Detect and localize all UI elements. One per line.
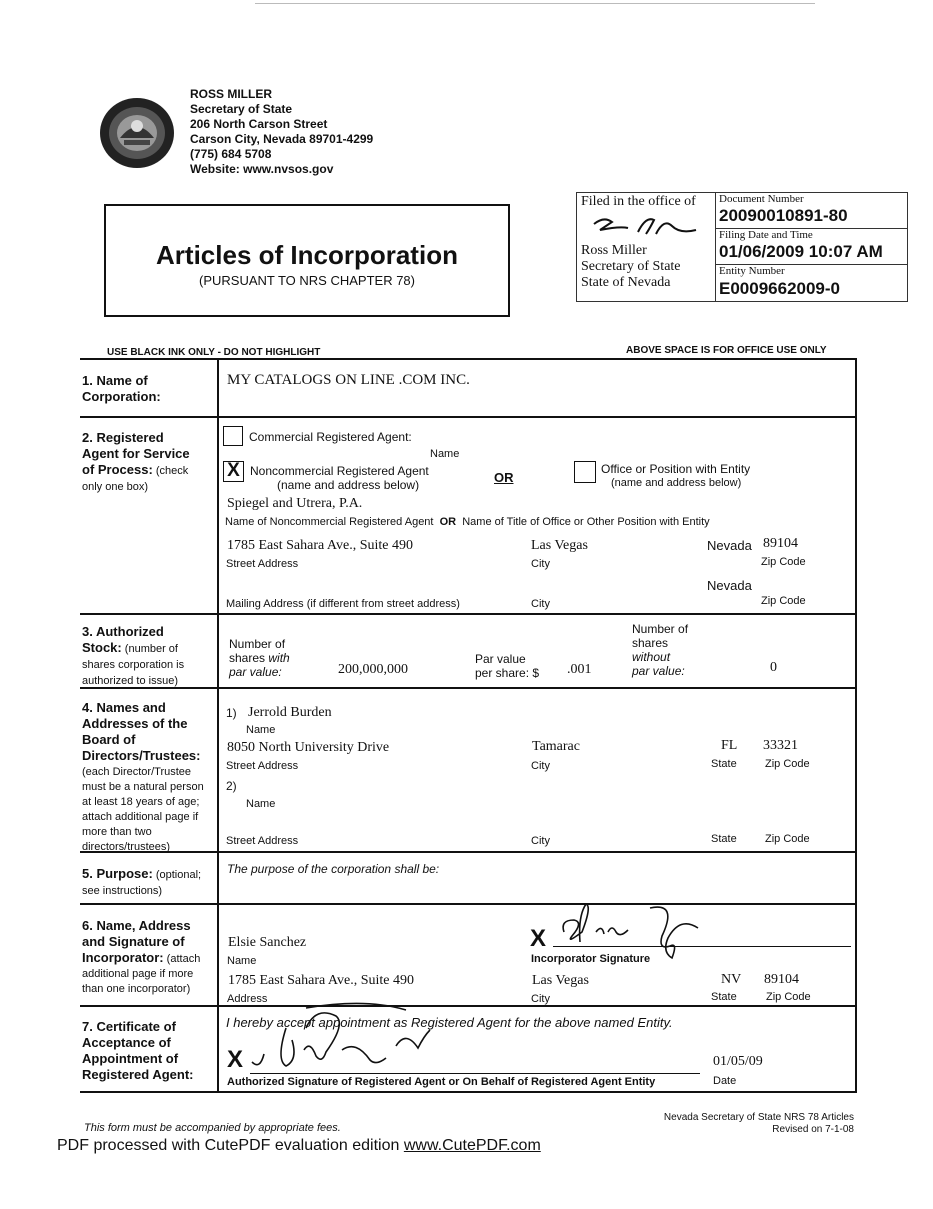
noncommercial-agent-checkbox[interactable] [223, 461, 244, 482]
director-2-number: 2) [226, 779, 237, 793]
purpose-field[interactable]: The purpose of the corporation shall be: [227, 862, 440, 876]
section-7-label: 7. Certificate of Acceptance of Appointment of Registered Agent: [82, 1019, 194, 1082]
form-column-divider [217, 358, 219, 1093]
office-position-label: Office or Position with Entity [601, 462, 751, 476]
filing-officer-title: Secretary of State [581, 259, 681, 274]
shares-without-par-field[interactable]: 0 [770, 660, 777, 675]
agent-state-field[interactable]: Nevada [707, 538, 752, 553]
filing-officer-state: State of Nevada [581, 275, 671, 290]
director-2-city-caption: City [531, 835, 550, 847]
director-1-city-caption: City [531, 760, 550, 772]
director-2-street-caption: Street Address [226, 835, 299, 847]
director-2-state-caption: State [711, 833, 737, 845]
entity-number: E0009662009-0 [719, 279, 841, 298]
entity-number-label: Entity Number [719, 265, 785, 277]
revision-note: Nevada Secretary of State NRS 78 Articles Revised on 7-1-08 [663, 1112, 854, 1135]
mailing-city-caption: City [531, 598, 550, 610]
director-1-zip-caption: Zip Code [765, 758, 810, 770]
section-divider [80, 1005, 857, 1007]
secretary-address-block [190, 87, 373, 177]
form-border-top [80, 358, 857, 360]
incorporator-city-field[interactable]: Las Vegas [532, 973, 589, 988]
office-position-sub: (name and address below) [611, 477, 742, 489]
agent-name-field[interactable]: Spiegel and Utrera, P.A. [227, 496, 363, 511]
commercial-agent-label: Commercial Registered Agent: [249, 430, 412, 444]
director-1-number: 1) [226, 706, 237, 720]
filing-divider [715, 192, 716, 302]
title-box [104, 204, 510, 317]
document-number: 20090010891-80 [719, 206, 848, 225]
section-divider [80, 903, 857, 905]
city-caption: City [531, 558, 550, 570]
form-border-right [855, 358, 857, 1093]
agent-x-mark: X [227, 1046, 244, 1073]
form-border-bottom [80, 1091, 857, 1093]
corporation-name-field[interactable]: MY CATALOGS ON LINE .COM INC. [227, 372, 470, 388]
secretary-city: Carson City, Nevada 89701-4299 [190, 132, 374, 146]
incorporator-signature-caption: Incorporator Signature [531, 953, 651, 965]
agent-signature-caption: Authorized Signature of Registered Agent or On Behalf of Registered Agent Entity [227, 1076, 656, 1088]
director-1-street-caption: Street Address [226, 760, 299, 772]
noncommercial-agent-sub: (name and address below) [277, 478, 420, 492]
section-2-label: 2. Registered Agent for Service of Process: (check only one box) [82, 430, 190, 493]
director-1-city-field[interactable]: Tamarac [532, 739, 580, 754]
check-x-icon: X [227, 460, 240, 481]
secretary-street: 206 North Carson Street [190, 117, 328, 131]
par-value-label: Par value per share: $ [475, 652, 540, 680]
director-1-street-field[interactable]: 8050 North University Drive [227, 740, 390, 755]
incorporator-state-field[interactable]: NV [721, 972, 742, 987]
filed-in-label: Filed in the office of [581, 194, 696, 209]
secretary-title: Secretary of State [190, 102, 293, 116]
section-divider [80, 416, 857, 418]
commercial-agent-checkbox[interactable] [223, 426, 243, 446]
section-1-label: 1. Name of Corporation: [82, 373, 161, 404]
form-title: Articles of Incorporation [156, 240, 458, 270]
section-3-label: 3. Authorized Stock: (number of shares corporation is authorized to issue) [82, 624, 185, 687]
street-caption: Street Address [226, 558, 299, 570]
secretary-name: ROSS MILLER [190, 87, 273, 101]
director-1-name-caption: Name [246, 724, 276, 736]
incorporator-name-caption: Name [227, 955, 257, 967]
shares-with-par-field[interactable]: 200,000,000 [338, 662, 408, 677]
incorporator-address-caption: Address [227, 993, 268, 1005]
nevada-seal-icon [98, 96, 176, 170]
office-position-checkbox[interactable] [574, 461, 596, 483]
office-use-note: ABOVE SPACE IS FOR OFFICE USE ONLY [626, 345, 827, 356]
scan-edge-line [255, 3, 815, 4]
section-5-label: 5. Purpose: (optional; see instructions) [82, 866, 202, 897]
fees-note: This form must be accompanied by appropriate fees. [84, 1122, 341, 1134]
ink-note: USE BLACK INK ONLY - DO NOT HIGHLIGHT [107, 347, 321, 358]
incorporator-zip-caption: Zip Code [766, 991, 811, 1003]
director-2-zip-caption: Zip Code [765, 833, 810, 845]
incorporator-city-caption: City [531, 993, 550, 1005]
section-4-label: 4. Names and Addresses of the Board of Directors/Trustees: (each Director/Trustee must be a natural person at least 18 years of age; attach additional page if more than two directors/trustees) [82, 700, 204, 853]
director-1-zip-field[interactable]: 33321 [763, 738, 798, 753]
zip-caption: Zip Code [761, 556, 806, 568]
filing-officer: Ross Miller [581, 243, 647, 258]
acceptance-date-caption: Date [713, 1075, 737, 1087]
mailing-state-field[interactable]: Nevada [707, 578, 752, 593]
or-separator: OR [494, 470, 514, 485]
filing-date: 01/06/2009 10:07 AM [719, 242, 883, 261]
form-subtitle: (PURSUANT TO NRS CHAPTER 78) [199, 273, 415, 288]
acceptance-statement: I hereby accept appointment as Registered Agent for the above named Entity. [226, 1015, 673, 1030]
incorporator-zip-field[interactable]: 89104 [764, 972, 799, 987]
acceptance-date-field[interactable]: 01/05/09 [713, 1054, 763, 1069]
incorporator-x-mark: X [530, 925, 547, 952]
shares-without-par-label: Number of shares without par value: [632, 622, 689, 678]
section-divider [80, 613, 857, 615]
incorporator-state-caption: State [711, 991, 737, 1003]
document-number-label: Document Number [719, 193, 804, 205]
section-6-label: 6. Name, Address and Signature of Incorporator: (attach additional page if more than one incorporator) [82, 918, 201, 995]
director-1-name-field[interactable]: Jerrold Burden [248, 705, 332, 720]
agent-street-field[interactable]: 1785 East Sahara Ave., Suite 490 [227, 538, 413, 553]
director-1-state-caption: State [711, 758, 737, 770]
section-divider [80, 687, 857, 689]
mailing-address-caption: Mailing Address (if different from street address) [226, 598, 460, 610]
secretary-website: Website: www.nvsos.gov [190, 162, 334, 176]
mailing-zip-caption: Zip Code [761, 595, 806, 607]
cutepdf-link[interactable]: www.CutePDF.com [403, 1137, 541, 1154]
director-1-state-field[interactable]: FL [721, 738, 738, 753]
director-2-name-caption: Name [246, 798, 276, 810]
commercial-name-caption: Name [430, 448, 460, 460]
agent-zip-field[interactable]: 89104 [763, 536, 798, 551]
agent-city-field[interactable]: Las Vegas [531, 538, 588, 553]
incorporator-name-field[interactable]: Elsie Sanchez [228, 935, 307, 950]
secretary-phone: (775) 684 5708 [190, 147, 272, 161]
agent-name-caption: Name of Noncommercial Registered Agent OR Name of Title of Office or Other Position with Entity [225, 516, 710, 528]
filing-date-label: Filing Date and Time [719, 229, 813, 241]
incorporator-street-field[interactable]: 1785 East Sahara Ave., Suite 490 [228, 973, 414, 988]
agent-signature[interactable] [246, 1000, 446, 1085]
par-value-field[interactable]: .001 [567, 662, 592, 677]
pdf-watermark: PDF processed with CutePDF evaluation edition www.CutePDF.com [57, 1137, 541, 1154]
noncommercial-agent-label: Noncommercial Registered Agent [250, 464, 429, 478]
shares-with-par-label: Number of shares with par value: [229, 637, 290, 679]
secretary-signature [590, 212, 700, 245]
